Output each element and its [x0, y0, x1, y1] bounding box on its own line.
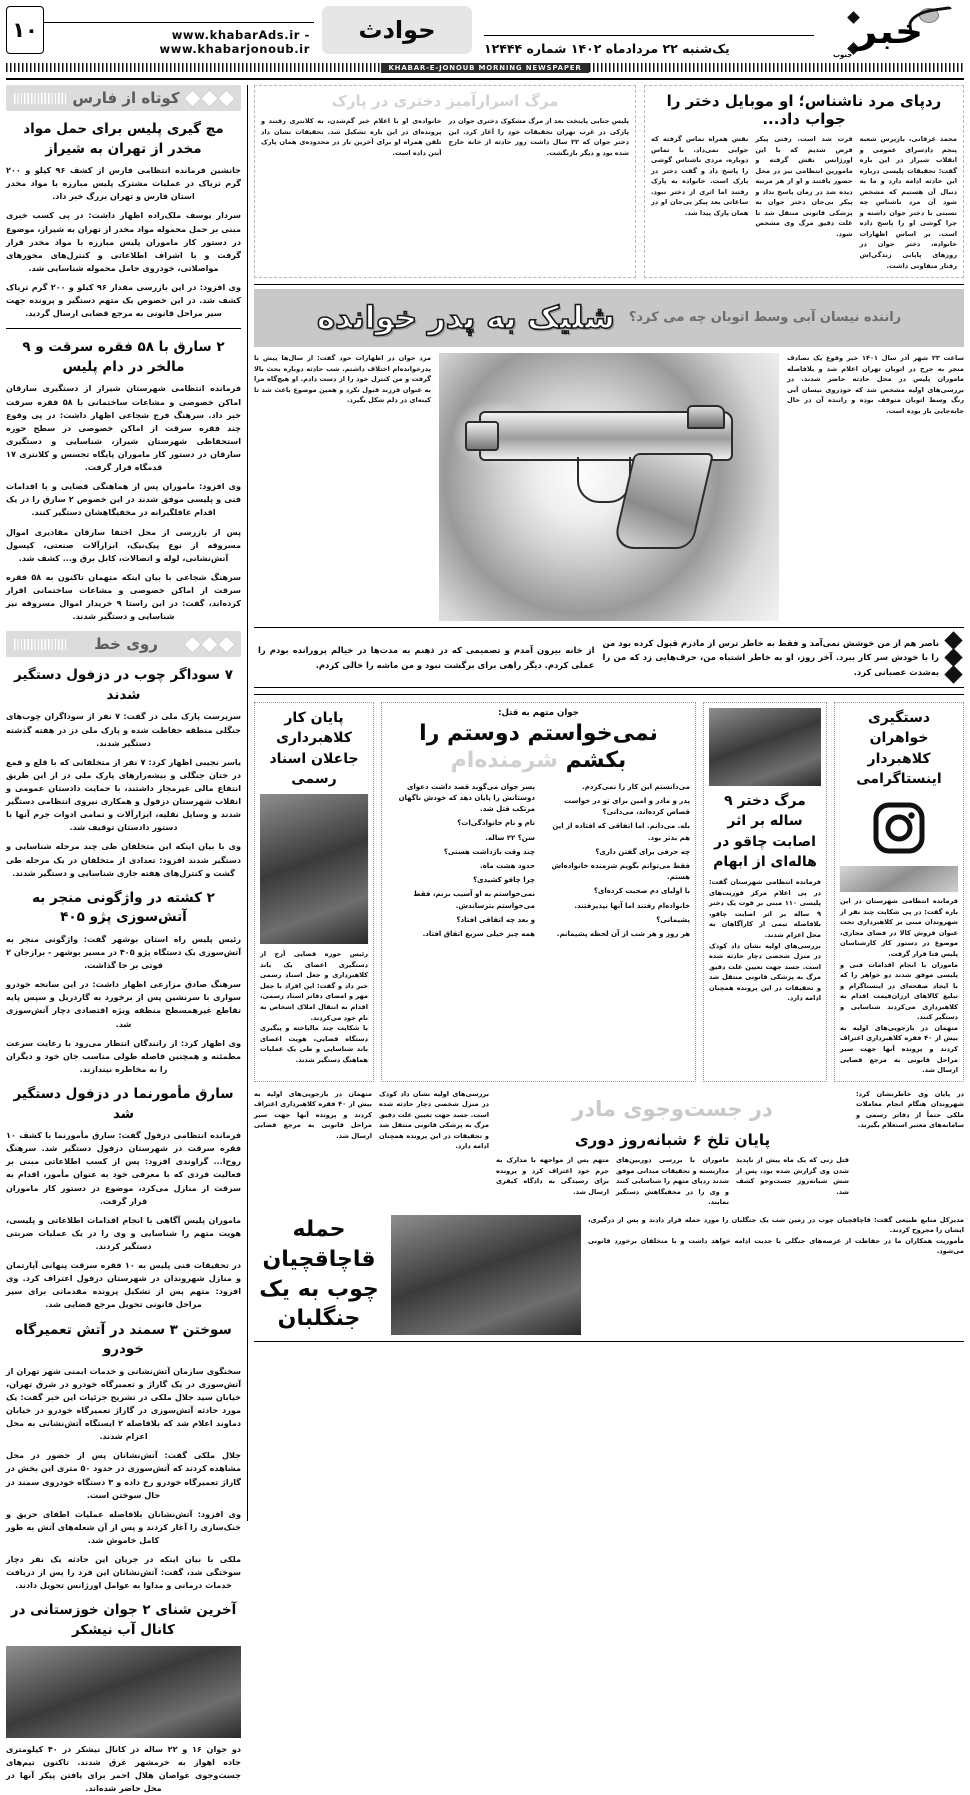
newspaper-english-name: KHABAR-E-JONOUB MORNING NEWSPAPER — [381, 63, 588, 73]
forgery-headline: پایان کار کلاهبرداری جاعلان اسناد رسمی — [269, 710, 359, 787]
qa-left-1: پدر و مادر و امین برای تو در خواست قصاص کرده‌اند، می‌دانی؟ — [564, 797, 690, 817]
masthead-divider — [6, 78, 964, 80]
pullquote-line-2: از خانه بیرون آمدم و تصمیمی که در ذهنم به مدت‌ها در خیالم پرورانده بودم را عملی کردم. دیگر راهی برای برگشت نبود و من ماشه را خالی کردم. — [258, 645, 595, 670]
instagram-headline: دستگیری خواهران کلاهبردار اینستاگرامی — [856, 710, 942, 787]
logo-brand-subtext: جنوب — [833, 51, 853, 59]
handgun-illustration — [473, 405, 741, 545]
masthead — [6, 0, 964, 60]
rail-headline-0: مچ گیری پلیس برای حمل مواد مخدر از تهران به شیراز — [23, 121, 224, 157]
rail-body-0-2: سردار یوسف ملک‌زاده اظهار داشت: در پی کسب خبری مبنی بر حمل محموله مواد مخدر از تهران به شیراز، موضوع در دستور کار ماموران پلیس مبارزه با مواد مخدر قرار گرفت و با اشراف اطلاعاتی و کنترل‌های محورهای مواصلاتی، خودروی حامل محموله شناسایی شد. — [6, 210, 241, 273]
hero-headline: شلیک به پدر خوانده — [316, 300, 615, 337]
instagram-continued — [254, 1089, 372, 1208]
rail-band-kootah-az-fars — [6, 85, 241, 111]
qa-right-5: چرا چاقو کشیدی؟ — [473, 876, 535, 885]
pullquote-line-1: ناصر هم از من خوشش نمی‌آمد و فقط به خاطر ترس از مادرم قبول کرده بود من را با خودش سر کار ببرد. آخر روز، او به خاطر اشتباه من، حرف‌هایی زد که من را به‌شدت عصبانی کرد. — [602, 638, 939, 677]
newspaper-logo — [814, 4, 964, 60]
package-forgery[interactable] — [254, 702, 374, 1081]
sixth-package[interactable] — [496, 1089, 849, 1208]
masthead-date: یک‌شنبه ۲۲ مردادماه ۱۴۰۲ شماره ۱۲۴۴۴ — [484, 41, 730, 56]
gun-barrel — [465, 421, 499, 451]
knife-photo — [709, 708, 821, 786]
hero-pullquote — [254, 627, 964, 688]
package-knife-death[interactable] — [703, 702, 827, 1081]
package-instagram-sisters[interactable] — [834, 702, 964, 1081]
smuggler-headline: حمله قاچاقچیان چوب به یک جنگلبان — [259, 1217, 379, 1332]
page-number: ۱۰ — [6, 6, 44, 54]
masthead-web-block — [44, 4, 314, 60]
knife-body-2: بررسی‌های اولیه نشان داد کودک در منزل شخصی دچار حادثه شده است. جسد جهت تعیین علت دقیق مرگ به پزشکی قانونی منتقل شد و تحقیقات در این پرونده همچنان ادامه دارد. — [709, 941, 821, 1003]
teaser-left-col-3: نقش همراه تماس گرفته که جوابی نمی‌داد. با تماس دوباره، مردی ناشناس گوشی را پاسخ داد و گفت دختر در پارک است. خانواده به پارک رفتند اما اثری از دختر نبود. ساعاتی بعد پیکر بی‌جان او در همان پارک پیدا شد. — [651, 135, 749, 217]
rail-item-3[interactable] — [6, 889, 241, 1076]
smuggler-faces-photo — [391, 1215, 581, 1335]
qa-left-8: هر روز و هر شب از آن لحظه پشیمانم. — [556, 929, 690, 938]
rail-body-2-1: سرپرست پارک ملی دز گفت: ۷ نفر از سوداگران چوب‌های جنگلی منطقه حفاظت شده و پارک ملی دز در هفته گذشته دستگیر شدند. — [6, 711, 241, 748]
instagram-photo — [840, 866, 958, 892]
rail-body-3-2: سرهنگ صادق مزارعی اظهار داشت: در این سانحه خودرو سواری با سرنشین پس از برخورد به گاردریل و سپس پایه تقاطع غیرهمسطح منطقه ویژه اقتصادی دچار آتش‌سوزی شد. — [6, 979, 241, 1029]
logo-brand-text: خبر — [854, 12, 924, 52]
rail-divider-0 — [6, 328, 241, 329]
murder-kicker: جوان متهم به قتل: — [498, 708, 579, 719]
rail-body-1-3: پس از بازرسی از محل اختفا سارقان مقادیری اموال مسروقه از نوع پیک‌نیک، ابزارآلات صنعتی، کپسول آتش‌نشانی، لوله و اتصالات، کابل برق و... کشف شد. — [6, 526, 241, 563]
teaser-right-headline: مرگ اسرارآمیز دختری در پارک — [331, 92, 559, 110]
qa-left-6: خانواده‌ام رفتند اما آنها نپذیرفتند. — [574, 901, 690, 910]
qa-right-0: پسر جوان می‌گوید قصد داشت دعوای دوستانش را پایان دهد که خودش ناگهان مرتکب قتل شد. — [398, 782, 535, 814]
rail-body-0-3: وی افزود: در این بازرسی مقدار ۹۶ کیلو و ۲۰۰ گرم تریاک کشف شد. در این خصوص یک متهم دستگیر و پرونده جهت سیر مراحل قانونی به مرجع قضایی ارسال گردید. — [6, 282, 242, 319]
instagram-body-3: متهمان در بازجویی‌های اولیه به بیش از ۴۰ فقره کلاهبرداری اعتراف کردند و پرونده آنها جهت سیر مراحل قانونی به مرجع قضایی ارسال شد. — [840, 1023, 958, 1075]
forgery-body-2: با شکایت چند مالباخته و پیگیری دستگاه قضایی، هویت اعضای باند شناسایی و طی یک عملیات هماهنگ دستگیر شدند. — [260, 1024, 368, 1064]
rail-body-4-1: فرمانده انتظامی دزفول گفت: سارق مأمورنما با کشف ۱۰ فقره سرقت در شهرستان دزفول دستگیر شد. سرهنگ روح‌ا... گراوندی افزود: پس از کسب اطلاعاتی مبنی بر فعالیت فردی که با معرفی خود به عنوان مأمور، اقدام به سرقت از منازل می‌کرد، موضوع در دستور کار ماموران قرار گرفت. — [6, 1130, 241, 1206]
hero-story[interactable] — [254, 284, 964, 695]
diamond-ornament-icon — [186, 92, 233, 105]
rail-item-0[interactable] — [6, 120, 241, 320]
rail-item-5[interactable] — [6, 1321, 241, 1593]
knife-body-extra: بررسی‌های اولیه نشان داد کودک در منزل شخصی دچار حادثه شده است. جسد جهت تعیین علت دقیق مرگ به پزشکی قانونی منتقل شد و تحقیقات در این پرونده همچنان ادامه دارد. — [379, 1089, 489, 1151]
hero-photo — [439, 353, 779, 621]
qa-left-2: بله. می‌دانم. اما اتفاقی که افتاده از این هم بدتر بود. — [552, 822, 690, 842]
hero-side-title: راننده نیسان آبی وسط اتوبان چه می کرد؟ — [628, 310, 902, 326]
main-column — [254, 85, 964, 1521]
hatch-pattern-left — [589, 63, 964, 72]
masthead-strip — [6, 62, 964, 73]
teaser-left-col-2: قرت شد است. رفتی پیکر فرض شدیم که با این اورژانس نقش گرفته و مامورین انتظامی نیز در محل حضور یافتند و او از هر مرتبه دیده شد در زمان پاسخ نداد و پیکر بی‌جان دختر جوان به پزشکی قانونی منتقل شد تا علت دقیق مرگ وی مشخص شود. — [755, 135, 853, 238]
rail-band-title-1: کوتاه از فارس — [72, 89, 180, 107]
murder-qa-right — [387, 779, 535, 940]
murder-headline-ghost: شرمنده‌ام — [450, 747, 558, 773]
gun-hammer — [687, 405, 725, 429]
rail-body-4-2: ماموران پلیس آگاهی با انجام اقدامات اطلاعاتی و پلیسی، هویت متهم را شناسایی و وی را در یک عملیات ضربتی دستگیر کردند. — [6, 1214, 241, 1251]
qa-right-2: سن؟ ۲۲ ساله. — [485, 833, 535, 842]
hatch-pattern-right — [6, 63, 381, 72]
qa-left-7: پشیمانی؟ — [656, 915, 690, 924]
murder-headline — [387, 721, 690, 774]
package-murder-interview[interactable] — [381, 702, 696, 1081]
instagram-body-1: فرمانده انتظامی شهرستان در این باره گفت: در پی شکایت چند نفر از شهروندان مبنی بر کلاهبرداری تحت عنوان فروش کالا در فضای مجازی، موضوع در دستور کار کارشناسان پلیس فتا قرار گرفت. — [840, 897, 958, 959]
forgery-photo — [260, 794, 368, 944]
rail-body-3-3: وی اظهار کرد: از رانندگان انتظار می‌رود با رعایت سرعت مطمئنه و همچنین فاصله طولی مناسب جان خود و دیگران را به مخاطره نیندازند. — [6, 1037, 241, 1074]
rail-headline-6: آخرین شنای ۲ جوان خوزستانی در کانال آب نیشکر — [10, 1602, 237, 1638]
knife-body-1: فرمانده انتظامی شهرستان گفت: در پی اعلام مرکز فوریت‌های پلیسی ۱۱۰ مبنی بر فوت یک دختر ۹ ساله بر اثر اصابت چاقو، بلافاصله تیمی از کارآگاهان به محل اعزام شدند. — [709, 878, 821, 940]
instagram-icon — [873, 802, 925, 854]
rail-band-title-2: روی خط — [94, 635, 158, 654]
knife-headline: مرگ دختر ۹ ساله بر اثر اصابت چاقو در هاله‌ای از ابهام — [713, 793, 817, 870]
teaser-right-col-1: پلیس جنایی پایتخت بعد از مرگ مشکوک دختری جوان در پارکی در غرب تهران تحقیقات خود را آغاز کرد. این دختر جوان که ۲۲ سال داشت روز حادثه از خانه خارج شده بود و دیگر بازنگشت. — [448, 117, 629, 157]
instagram-body-2: ماموران با انجام اقدامات فنی و پلیسی موفق شدند دو خواهر را که با ایجاد صفحه‌ای در اینستاگرام و تبلیغ کالاهای ارزان‌قیمت اقدام به کلاهبرداری می‌کردند شناسایی و دستگیر کنند. — [840, 960, 958, 1022]
rail-body-2-3: وی با بیان اینکه این متخلفان طی چند مرحله شناسایی و دستگیر شدند افزود: تعدادی از متخلفان در یک مرحله طی گشت و کنترل‌های هفته جاری شناسایی و دستگیر شدند. — [6, 841, 241, 878]
right-rail — [6, 85, 242, 1793]
mother-search-ghost-headline: در جست‌وجوی مادر — [572, 1096, 773, 1121]
knife-continued — [379, 1089, 489, 1208]
qa-right-4: حدود هشت ماه. — [479, 862, 535, 871]
sixth-body-3: متهم پس از مواجهه با مدارک به جرم خود اعتراف کرد و پرونده برای رسیدگی به دادگاه کیفری ارسال شد. — [496, 1155, 609, 1196]
masthead-rule-right — [44, 22, 314, 23]
masthead-rule-left — [484, 35, 814, 36]
rail-body-1-2: وی افزود: ماموران پس از هماهنگی قضایی و با اقدامات فنی و پلیسی موفق شدند در این خصوص ۲ سارق را در یک اقدام غافلگیرانه در مخفیگاهشان دستگیر کنند. — [6, 481, 241, 518]
rail-item-6[interactable] — [6, 1601, 241, 1795]
rail-headline-3: ۲ کشته در واژگونی منجر به آتش‌سوزی پژو ۴۰۵ — [32, 889, 215, 926]
rail-item-2[interactable] — [6, 666, 241, 879]
rail-headline-4: سارق مأمورنما در دزفول دستگیر شد — [13, 1085, 234, 1122]
teaser-left-col-1: محمد عرفانی، بازپرس شعبه پنجم دادسرای عمومی و انقلاب شیراز در این باره گفت: تحقیقات پلیسی درباره این حادثه ادامه دارد و ما به دنبال آن هستیم که مشخص شود آن مرد ناشناس چه نسبتی با دختر جوان داشته و چرا گوشی او را پاسخ داده است. بر اساس اظهارات خانواده، دختر جوان در روزهای پایانی زندگی‌اش رفتار متفاوتی داشت. — [859, 135, 957, 270]
rail-headline-1: ۲ سارق با ۵۸ فقره سرقت و ۹ مالخر در دام پلیس — [22, 339, 225, 375]
column-separator — [247, 85, 248, 1521]
hero-col-1: ساعت ۲۳ شهر آذر سال ۱۴۰۱ خبر وقوع یک تصادف منجر به جرح در اتوبان تهران اعلام شد و بلافاصله ماموران پلیس در محل حادثه حاضر شدند. در بررسی‌های اولیه مشخص شد که خودروی نیسان آبی رنگ وسط اتوبان متوقف بوده و راننده آن در حال جابه‌جایی بار بوده است. — [787, 354, 964, 415]
sixth-body-2: ماموران با بررسی دوربین‌های مداربسته و تحقیقات میدانی موفق شدند ردپای متهم را شناسایی کنند و وی را در مخفیگاهش دستگیر نمایند. — [616, 1155, 729, 1207]
qa-right-3: چند وقت بازداشت هستی؟ — [443, 847, 535, 856]
smuggler-body-1: مدیرکل منابع طبیعی گفت: قاچاقچیان چوب در زمین شب یک جنگلبان را مورد حمله قرار دادند و پس از درگیری، ایشان را مجروح کردند. — [588, 1215, 964, 1235]
hatch-ornament — [14, 93, 66, 104]
rail-body-2-2: یاسر نجیبی اظهار کرد: ۷ نفر از متخلفانی که با قلع و قمع در ختان جنگلی و بیشه‌زارهای پارک ملی دز از این طریق انتفاع مالی غیرمجاز داشتند، با حمایت دادستان عمومی و انقلاب شهرستان دزفول و همکاری نیروی انتظامی دستگیر شدند و وسایل نقلیه، ابزارآلات و تمامی ادوات جرم آنها با دستور دادستان توقیف شد. — [6, 756, 241, 833]
instagram-body-extra: متهمان در بازجویی‌های اولیه به بیش از ۴۰ فقره کلاهبرداری اعتراف کردند و پرونده آنها جهت سیر مراحل قانونی به مرجع قضایی ارسال شد. — [254, 1089, 372, 1140]
rail-headline-5: سوختن ۳ سمند در آتش تعمیرگاه خودرو — [15, 1321, 232, 1358]
hero-col-2: مرد جوان در اظهارات خود گفت: از سال‌ها پیش با پدرخوانده‌ام اختلاف داشتم. شب حادثه دوباره بحث بالا گرفت و من کنترل خود را از دست دادم. او هیچ‌گاه مرا به عنوان فرزند قبول نکرد و همین موضوع باعث شد تا کینه‌ای در دلم شکل بگیرد. — [254, 354, 431, 405]
rail-item-1[interactable] — [6, 338, 241, 623]
teaser-right-col-2: خانواده‌ی او با اعلام خبر گم‌شدن، به کلانتری رفتند و پرونده‌ای در این باره تشکیل شد. تحقیقات نشان داد تلفن همراه او برای آخرین بار در محدوده‌ی همان پارک آنتن داده است. — [261, 117, 442, 157]
smuggler-text — [588, 1215, 964, 1335]
rail-body-3-1: رئیس پلیس راه استان بوشهر گفت: واژگونی منجر به آتش‌سوزی یک دستگاه پژو ۴۰۵ در مسیر بوشهر - برازجان ۲ فوتی بر جا گذاشت. — [6, 933, 241, 971]
rail-body-1-4: سرهنگ شجاعی با بیان اینکه متهمان تاکنون به ۵۸ فقره سرقت از اماکن خصوصی و مشاعات ساختمانی اقرار کرده‌اند، گفت: در این راستا ۹ خریدار اموال مسروقه نیز شناسایی و دستگیر شدند. — [6, 571, 242, 622]
qa-left-0: می‌دانستم این کار را نمی‌کردم. — [582, 782, 690, 791]
qa-right-8: همه چیز خیلی سریع اتفاق افتاد. — [422, 929, 535, 938]
page-body — [6, 85, 964, 1793]
canal-photo — [6, 1646, 241, 1738]
qa-right-6: نمی‌خواستم به او آسیب بزنم، فقط می‌خواستم بترساندش. — [413, 890, 535, 910]
rail-item-4[interactable] — [6, 1085, 241, 1312]
top-teaser-row — [254, 85, 964, 278]
sixth-body-1: قتل زنی که یک ماه پیش از ناپدید شدن وی گزارش شده بود، پس از شش شبانه‌روز جست‌وجو کشف شد. — [736, 1155, 849, 1196]
masthead-date-block — [480, 4, 814, 60]
footer-divider — [254, 1341, 964, 1342]
rail-body-0-1: جانشین فرمانده انتظامی فارس از کشف ۹۶ کیلو و ۲۰۰ گرم تریاک در عملیات مشترک پلیس مبارزه با مواد مخدر استان فارس و تهران بزرگ خبر داد. — [6, 165, 241, 202]
rail-body-5-2: جلال ملکی گفت: آتش‌نشانان پس از حضور در محل مشاهده کردند که آتش‌سوزی در حدود ۵۰ متری این بخش در گاراژ تعمیرگاه خودرو رخ داده و ۳ دستگاه خودروی سمند در حال سوختن است. — [6, 1450, 242, 1500]
rail-body-4-3: در تحقیقات فنی پلیس به ۱۰ فقره سرقت پنهانی آپارتمان و منازل شهروندان در شهرستان دزفول اعتراف کرد. وی افزود: متهم پس از تشکیل پرونده مقدماتی برای سیر مراحل قانونی تحویل مرجع قضایی شد. — [6, 1260, 241, 1310]
section-title: حوادث — [358, 16, 436, 44]
hero-title-band — [254, 289, 964, 347]
murder-qa-left — [542, 779, 690, 940]
diamond-bullet-icon — [947, 634, 960, 681]
diamond-ornament-icon — [186, 638, 233, 651]
smuggler-body-2: مأموریت همکاران ما در حفاظت از عرصه‌های جنگلی با جدیت ادامه خواهد داشت و با متخلفان برخورد قانونی می‌شود. — [588, 1236, 964, 1256]
qa-right-1: نام و نام خانوادگی‌ات؟ — [457, 819, 535, 828]
qa-right-7: و بعد چه اتفاقی افتاد؟ — [456, 915, 535, 924]
qa-left-3: چه حرفی برای گفتن داری؟ — [595, 847, 690, 856]
mid-package-row — [254, 702, 964, 1081]
rail-body-1-1: فرمانده انتظامی شهرستان شیراز از دستگیری سارقان اماکن خصوصی و مشاعات ساختمانی با ۵۸ فقره سرقت خبر داد. سرهنگ فرج شجاعی اظهار داشت: در پی وقوع چند فقره سرقت از اماکن خصوصی در سطح حوزه استحفاظی شهرستان شیراز، شناسایی و دستگیری سارقان در دستور کار ماموران پایگاه تجسس و کلانتری ۱۷ قدمگاه قرار گرفت. — [6, 383, 241, 473]
bottom-package-row[interactable] — [254, 1215, 964, 1335]
forgery-body-1: رئیس حوزه قضایی آرج از دستگیری اعضای یک باند کلاهبرداری و جعل اسناد رسمی خبر داد و گفت: این افراد با جعل مهر و امضای دفاتر اسناد رسمی، اقدام به انتقال املاک اشخاص به نام خود می‌کردند. — [260, 950, 368, 1022]
murder-headline-main: نمی‌خواستم دوستم را بکشم — [419, 721, 658, 773]
masthead-websites[interactable]: www.khabarAds.ir - www.khabarjonoub.ir — [159, 28, 310, 56]
rail-body-5-3: وی افزود: آتش‌نشانان بلافاصله عملیات اطفای حریق و خنک‌سازی را آغاز کردند و پس از آن شعله‌های آتش به طور کامل خاموش شد. — [6, 1508, 241, 1545]
hatch-ornament — [14, 639, 66, 650]
rail-body-5-4: ملکی با بیان اینکه در جریان این حادثه یک نفر دچار سوختگی شد، گفت: آتش‌نشانان این فرد را پس از دریافت خدمات درمانی و مداوا به عوامل اورژانس تحویل دادند. — [6, 1554, 241, 1591]
rail-band-rooye-khat — [6, 631, 241, 657]
rail-headline-2: ۷ سوداگر چوب در دزفول دستگیر شدند — [14, 667, 233, 703]
qa-left-4: فقط می‌توانم بگویم شرمنده خانواده‌اش هستم. — [551, 862, 690, 882]
forgery-body-3: در پایان وی خاطرنشان کرد: شهروندان هنگام انجام معاملات ملکی حتماً از دفاتر رسمی و سامانه‌های معتبر استعلام بگیرند. — [856, 1089, 964, 1130]
rail-body-6-1: دو جوان ۱۶ و ۲۲ ساله در کانال نیشکر در ۴۰ کیلومتری جاده اهواز به خرمشهر غرق شدند. تاکنون تیم‌های جست‌وجوی غواصان هلال احمر برای یافتن پیکر آنها در محل حاضر شده‌اند. — [6, 1743, 241, 1793]
section-title-box — [322, 6, 472, 54]
rail-body-5-1: سخنگوی سازمان آتش‌نشانی و خدمات ایمنی شهر تهران از آتش‌سوزی در یک گاراژ و تعمیرگاه خودرو در شرق تهران، خیابان سید جلال ملکی در تشریح جزئیات این خبر گفت: یک مورد حادثه آتش‌سوزی در گاراژ تعمیرگاه خودرو در خیابان دماوند اعلام شد که بلافاصله ۲ ایستگاه آتش‌نشانی به محل اعزام شدند. — [6, 1365, 241, 1442]
qa-left-5: با اولیای دم صحبت کرده‌ای؟ — [593, 887, 690, 896]
teaser-left-headline: ردپای مرد ناشناس؛ او موبایل دختر را جواب داد... — [666, 92, 942, 128]
teaser-right[interactable] — [254, 85, 636, 278]
second-mid-row — [254, 1089, 964, 1208]
forgery-continued — [856, 1089, 964, 1208]
teaser-left[interactable] — [644, 85, 964, 278]
sixth-headline: پایان تلخ ۶ شبانه‌روز دوری — [574, 1130, 771, 1149]
